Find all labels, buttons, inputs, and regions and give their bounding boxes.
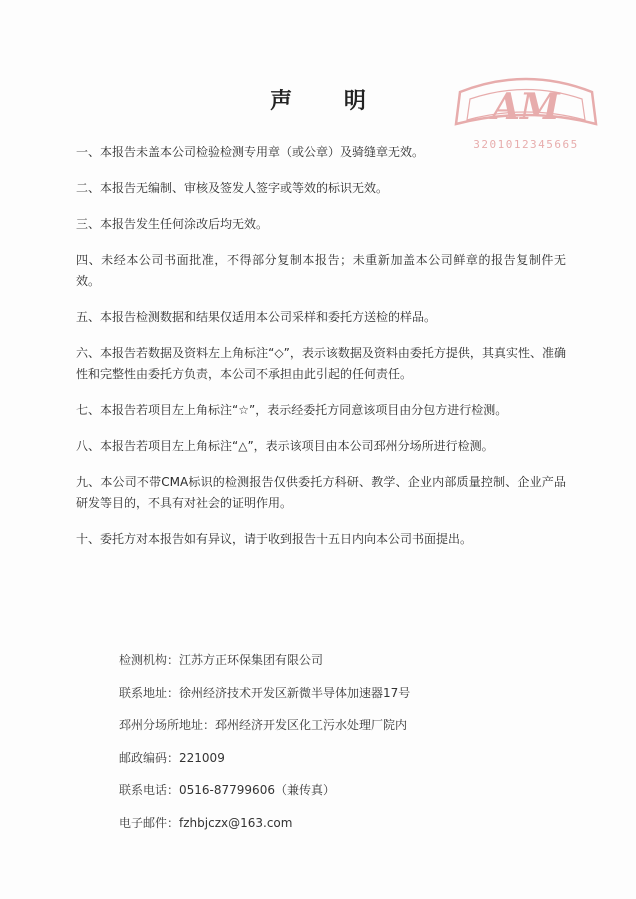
contact-row-email bbox=[119, 815, 539, 831]
contact-row-postcode bbox=[119, 750, 539, 766]
contact-row-organization bbox=[119, 652, 539, 668]
stamp-serial: 3201012345665 bbox=[473, 138, 579, 151]
branch-address-value: 邳州经济开发区化工污水处理厂院内 bbox=[215, 718, 408, 732]
contact-label: 邳州分场所地址： bbox=[119, 718, 216, 732]
contact-info bbox=[119, 652, 539, 847]
clause-1: 一、本报告未盖本公司检验检测专用章（或公章）及骑缝章无效。 bbox=[76, 145, 425, 159]
clause-9: 九、本公司不带CMA标识的检测报告仅供委托方科研、教学、企业内部质量控制、企业产品研发等目的，不具有对社会的证明作用。 bbox=[76, 475, 566, 510]
contact-label: 检测机构： bbox=[119, 653, 180, 667]
contact-label: 联系电话： bbox=[119, 783, 180, 797]
contact-row-phone bbox=[119, 782, 539, 798]
clause-2: 二、本报告无编制、审核及签发人签字或等效的标识无效。 bbox=[76, 181, 389, 195]
contact-row-branch-address bbox=[119, 717, 539, 733]
clause-4: 四、未经本公司书面批准，不得部分复制本报告；未重新加盖本公司鲜章的报告复制件无效。 bbox=[76, 253, 566, 288]
page-title: 声 明 bbox=[270, 89, 388, 114]
contact-label: 联系地址： bbox=[119, 685, 180, 700]
contact-label: 邮政编码： bbox=[119, 750, 180, 765]
phone-value: 0516-87799606（兼传真） bbox=[179, 783, 335, 797]
clause-5: 五、本报告检测数据和结果仅适用本公司采样和委托方送检的样品。 bbox=[76, 310, 437, 324]
email-value: fzhbjczx@163.com bbox=[179, 815, 293, 830]
stamp-letters: AM bbox=[492, 86, 560, 128]
contact-label: 电子邮件： bbox=[119, 815, 180, 830]
contact-row-address bbox=[119, 685, 539, 701]
statement-clauses bbox=[76, 142, 566, 565]
postcode-value: 221009 bbox=[179, 750, 225, 765]
clause-8: 八、本报告若项目左上角标注“△”，表示该项目由本公司邳州分场所进行检测。 bbox=[76, 439, 494, 453]
organization-name: 江苏方正环保集团有限公司 bbox=[179, 653, 324, 667]
clause-6: 六、本报告若数据及资料左上角标注“◇”，表示该数据及资料由委托方提供，其真实性、准确性和完整性由委托方负责，本公司不承担由此引起的任何责任。 bbox=[76, 346, 566, 381]
clause-7: 七、本报告若项目左上角标注“☆”，表示经委托方同意该项目由分包方进行检测。 bbox=[76, 403, 508, 417]
address-value: 徐州经济技术开发区新微半导体加速器17号 bbox=[179, 685, 411, 700]
clause-3: 三、本报告发生任何涂改后均无效。 bbox=[76, 217, 269, 231]
clause-10: 十、委托方对本报告如有异议，请于收到报告十五日内向本公司书面提出。 bbox=[76, 532, 473, 546]
